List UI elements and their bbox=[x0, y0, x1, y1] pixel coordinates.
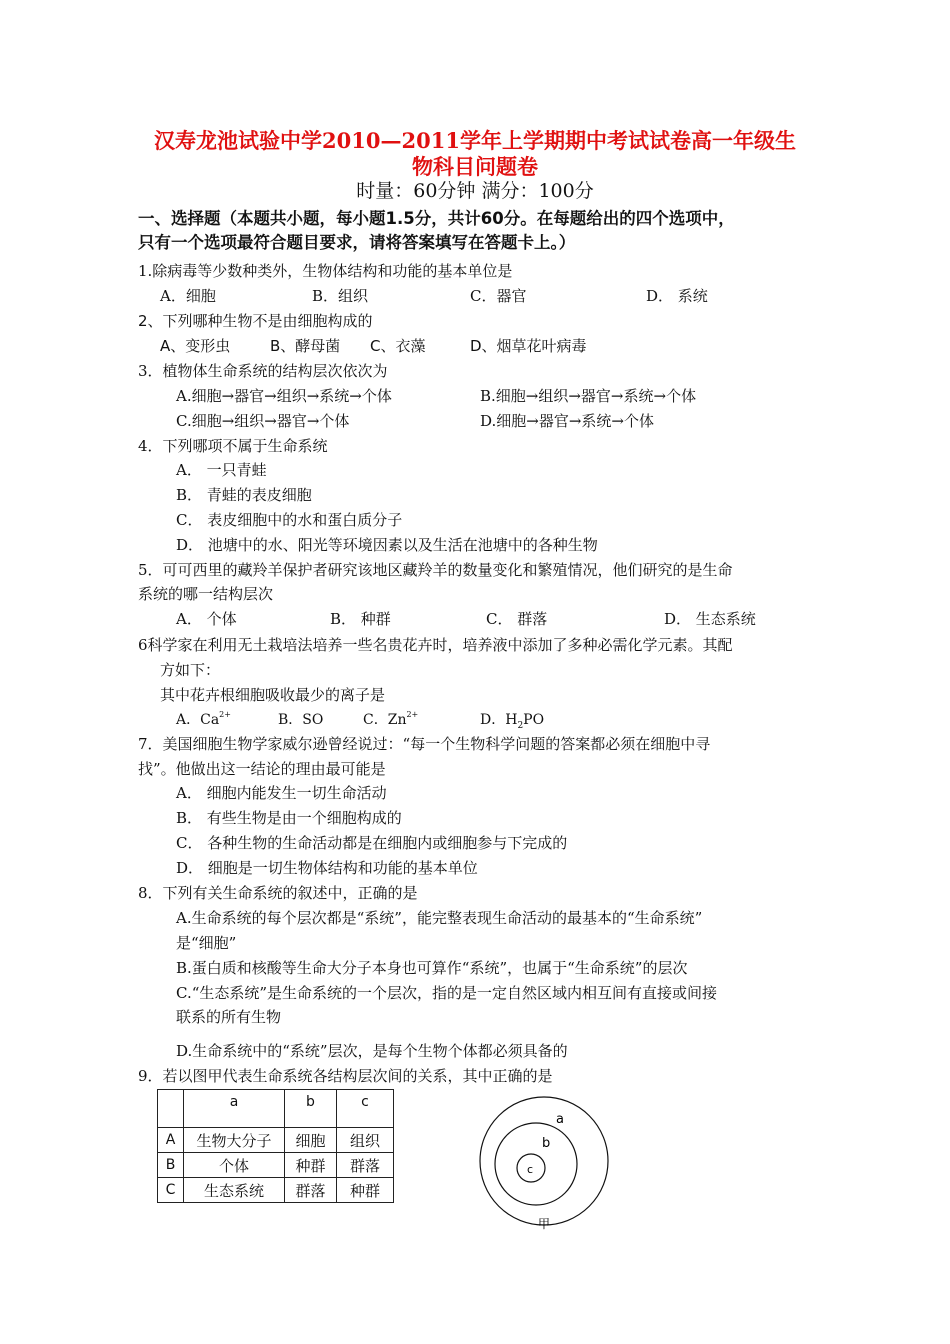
question-6-stem-line3: 其中花卉根细胞吸收最少的离子是 bbox=[160, 686, 386, 704]
question-8-stem: 8．下列有关生命系统的叙述中，正确的是 bbox=[138, 884, 418, 902]
q4-option-a: A． 一只青蛙 bbox=[176, 461, 267, 479]
q3-option-b: B.细胞→组织→器官→系统→个体 bbox=[480, 387, 697, 405]
question-3-stem: 3．植物体生命系统的结构层次依次为 bbox=[138, 362, 388, 380]
q5-option-d: D． 生态系统 bbox=[664, 610, 756, 628]
q7-option-b: B． 有些生物是由一个细胞构成的 bbox=[176, 809, 402, 827]
q6-option-b: B．SO bbox=[278, 712, 324, 728]
q8-option-c-line1: C.“生态系统”是生命系统的一个层次，指的是一定自然区域内相互间有直接或间接 bbox=[176, 984, 718, 1002]
question-7-stem-line2: 找”。他做出这一结论的理由最可能是 bbox=[138, 760, 386, 778]
q8-option-b: B.蛋白质和核酸等生命大分子本身也可算作“系统”，也属于“生命系统”的层次 bbox=[176, 959, 688, 977]
q9-options-table bbox=[157, 1089, 394, 1203]
q8-option-d: D.生命系统中的“系统”层次，是每个生物个体都必须具备的 bbox=[176, 1042, 568, 1060]
table-header-cell bbox=[158, 1090, 184, 1128]
table-cell: B bbox=[158, 1153, 184, 1178]
q3-option-d: D.细胞→器官→系统→个体 bbox=[480, 412, 654, 430]
q3-option-a: A.细胞→器官→组织→系统→个体 bbox=[176, 387, 392, 405]
table-cell: A bbox=[158, 1128, 184, 1153]
q8-option-c-line2: 联系的所有生物 bbox=[176, 1008, 282, 1026]
q1-option-b: B．组织 bbox=[312, 287, 369, 305]
table-header-cell: c bbox=[337, 1090, 394, 1128]
q2-option-d: D、烟草花叶病毒 bbox=[470, 337, 587, 355]
middle-label: b bbox=[542, 1136, 551, 1151]
question-5-stem-line1: 5．可可西里的藏羚羊保护者研究该地区藏羚羊的数量变化和繁殖情况，他们研究的是生命 bbox=[138, 561, 733, 579]
table-cell: 种群 bbox=[285, 1153, 337, 1178]
q8-option-a-line2: 是“细胞” bbox=[176, 934, 237, 952]
exam-info: 时量：60分钟 满分：100分 bbox=[356, 180, 594, 202]
question-7-stem-line1: 7．美国细胞生物学家威尔逊曾经说过：“每一个生物科学问题的答案都必须在细胞中寻 bbox=[138, 735, 711, 753]
q5-option-c: C． 群落 bbox=[486, 610, 548, 628]
q2-option-a: A、变形虫 bbox=[160, 337, 231, 355]
table-row bbox=[158, 1178, 394, 1203]
q2-option-b: B、酵母菌 bbox=[270, 337, 341, 355]
q7-option-c: C． 各种生物的生命活动都是在细胞内或细胞参与下完成的 bbox=[176, 834, 568, 852]
middle-circle bbox=[495, 1123, 577, 1205]
table-cell: 群落 bbox=[337, 1153, 394, 1178]
q1-option-c: C．器官 bbox=[470, 287, 527, 305]
table-header-row bbox=[158, 1090, 394, 1128]
table-row bbox=[158, 1128, 394, 1153]
nested-circles-diagram bbox=[470, 1090, 630, 1240]
question-6-stem-line2: 方如下： bbox=[160, 661, 221, 679]
q1-option-a: A．细胞 bbox=[160, 287, 216, 305]
diagram-caption: 甲 bbox=[538, 1217, 551, 1231]
exam-title-line2: 物科目问题卷 bbox=[412, 154, 538, 179]
q6-option-c: C．$Zn^{2+}$ bbox=[363, 710, 419, 728]
inner-label: c bbox=[527, 1163, 534, 1176]
q3-option-c: C.细胞→组织→器官→个体 bbox=[176, 412, 350, 430]
question-9-stem: 9．若以图甲代表生命系统各结构层次间的关系，其中正确的是 bbox=[138, 1067, 553, 1085]
q2-option-c: C、衣藻 bbox=[370, 337, 426, 355]
table-header-cell: b bbox=[285, 1090, 337, 1128]
table-cell: 生物大分子 bbox=[184, 1128, 285, 1153]
table-cell: 生态系统 bbox=[184, 1178, 285, 1203]
q1-option-d: D． 系统 bbox=[646, 287, 708, 305]
table-cell: 种群 bbox=[337, 1178, 394, 1203]
question-2-stem: 2、下列哪种生物不是由细胞构成的 bbox=[138, 312, 373, 330]
question-6-stem-line1: 6科学家在利用无土栽培法培养一些名贵花卉时，培养液中添加了多种必需化学元素。其配 bbox=[138, 636, 733, 654]
table-row bbox=[158, 1153, 394, 1178]
table-cell: 细胞 bbox=[285, 1128, 337, 1153]
question-5-stem-line2: 系统的哪一结构层次 bbox=[138, 585, 274, 603]
outer-label: a bbox=[556, 1112, 564, 1127]
q4-option-c: C． 表皮细胞中的水和蛋白质分子 bbox=[176, 511, 403, 529]
table-cell: 组织 bbox=[337, 1128, 394, 1153]
q7-option-d: D． 细胞是一切生物体结构和功能的基本单位 bbox=[176, 859, 478, 877]
question-1-stem: 1.除病毒等少数种类外，生物体结构和功能的基本单位是 bbox=[138, 262, 513, 280]
table-header-cell: a bbox=[184, 1090, 285, 1128]
q5-option-b: B． 种群 bbox=[330, 610, 391, 628]
q7-option-a: A． 细胞内能发生一切生命活动 bbox=[176, 784, 387, 802]
q5-option-a: A． 个体 bbox=[176, 610, 237, 628]
section-header-line2: 只有一个选项最符合题目要求，请将答案填写在答题卡上。） bbox=[138, 233, 576, 252]
q4-option-d: D． 池塘中的水、阳光等环境因素以及生活在池塘中的各种生物 bbox=[176, 536, 598, 554]
q4-option-b: B． 青蛙的表皮细胞 bbox=[176, 486, 312, 504]
q6-option-d: D．$H_2PO$ bbox=[480, 712, 545, 731]
table-cell: 个体 bbox=[184, 1153, 285, 1178]
outer-circle bbox=[480, 1097, 608, 1225]
table-cell: C bbox=[158, 1178, 184, 1203]
q8-option-a-line1: A.生命系统的每个层次都是“系统”，能完整表现生命活动的最基本的“生命系统” bbox=[176, 909, 703, 927]
q6-option-a: A．$Ca^{2+}$ bbox=[176, 710, 231, 728]
exam-title-line1: 汉寿龙池试验中学2010—2011学年上学期期中考试试卷高一年级生 bbox=[154, 128, 796, 153]
table-cell: 群落 bbox=[285, 1178, 337, 1203]
question-4-stem: 4．下列哪项不属于生命系统 bbox=[138, 437, 328, 455]
section-header-line1: 一、选择题（本题共小题，每小题1.5分，共计60分。在每题给出的四个选项中， bbox=[138, 209, 735, 228]
